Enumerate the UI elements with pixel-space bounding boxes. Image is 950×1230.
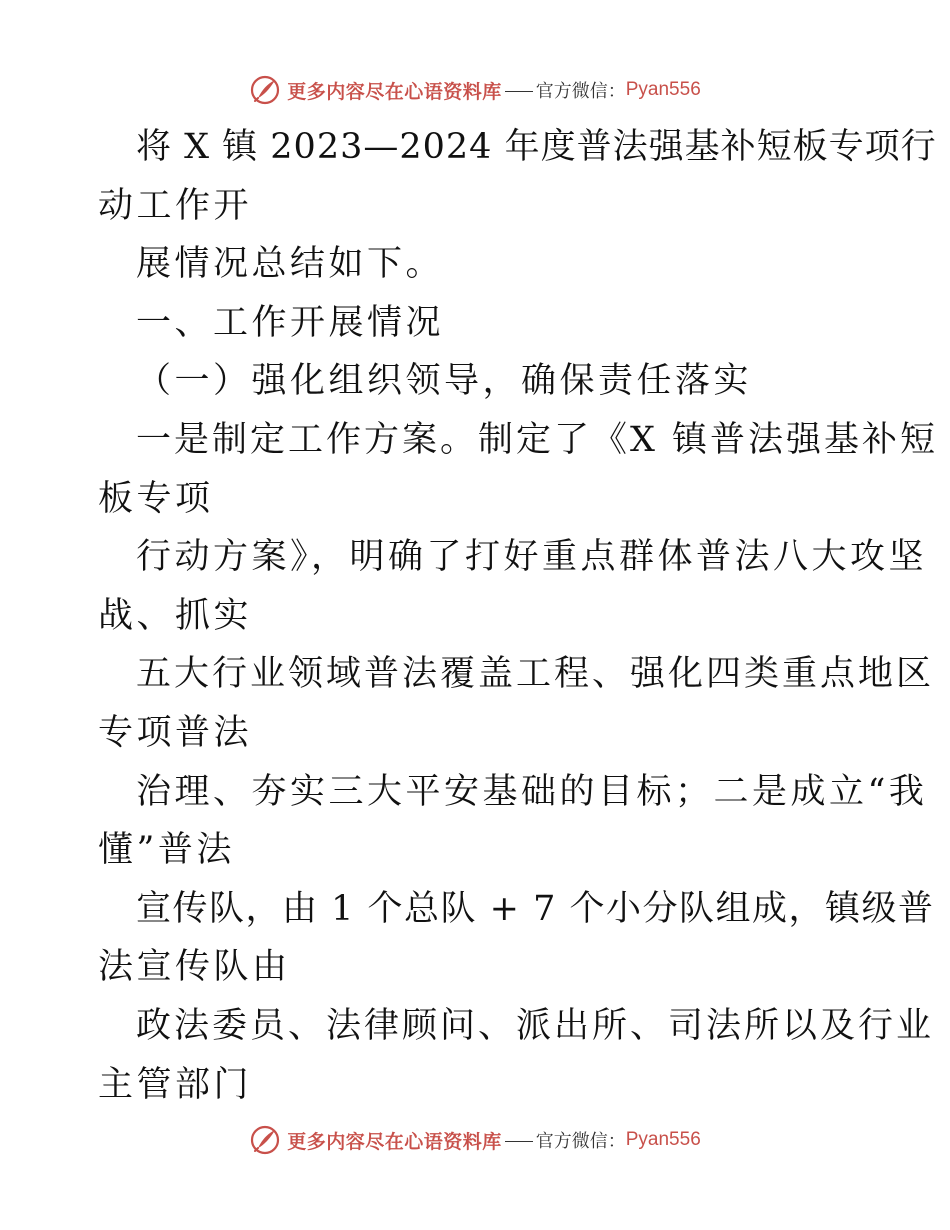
watermark-wechat-id: Pyan556 — [625, 79, 701, 100]
document-body — [98, 118, 939, 1114]
text-line: 将 X 镇 2023—2024 年度普法强基补短板专项行 — [136, 127, 937, 167]
text-line: 法宣传队由 — [98, 947, 291, 988]
text-line: 五大行业领域普法覆盖工程、强化四类重点地区 — [136, 654, 935, 695]
text-line: 一是制定工作方案。制定了《X 镇普法强基补短 — [136, 419, 939, 460]
header-watermark-banner — [0, 70, 950, 110]
text-line: 专项普法 — [98, 712, 253, 753]
section-heading: 一、工作开展情况 — [136, 302, 445, 343]
watermark-dash — [505, 1141, 533, 1142]
text-line: 板专项 — [98, 478, 214, 519]
watermark-site-name: 更多内容尽在心语资料库 — [287, 80, 502, 103]
text-line: 展情况总结如下。 — [136, 244, 445, 285]
footer-watermark-banner — [0, 1120, 950, 1160]
text-line: 行动方案》，明确了打好重点群体普法八大攻坚 — [136, 537, 928, 578]
feather-pen-logo-icon — [249, 1124, 281, 1156]
text-line: 宣传队，由 1 个总队 + 7 个小分队组成，镇级普 — [136, 888, 935, 929]
text-line: 战、抓实 — [98, 595, 253, 636]
watermark-site-name: 更多内容尽在心语资料库 — [287, 1130, 502, 1153]
text-line: 懂”普法 — [98, 830, 235, 871]
text-line: 治理、夯实三大平安基础的目标；二是成立“我 — [136, 771, 928, 812]
feather-pen-logo-icon — [249, 74, 281, 106]
watermark-dash — [505, 91, 533, 92]
watermark-wechat-label: 官方微信： — [535, 81, 626, 102]
watermark-wechat-id: Pyan556 — [625, 1129, 701, 1150]
watermark-wechat-label: 官方微信： — [535, 1131, 626, 1152]
subsection-heading: （一）强化组织领导，确保责任落实 — [136, 361, 753, 402]
text-line: 政法委员、法律顾问、派出所、司法所以及行业 — [136, 1005, 935, 1046]
text-line: 主管部门 — [98, 1064, 253, 1105]
text-line: 动工作开 — [98, 185, 253, 226]
